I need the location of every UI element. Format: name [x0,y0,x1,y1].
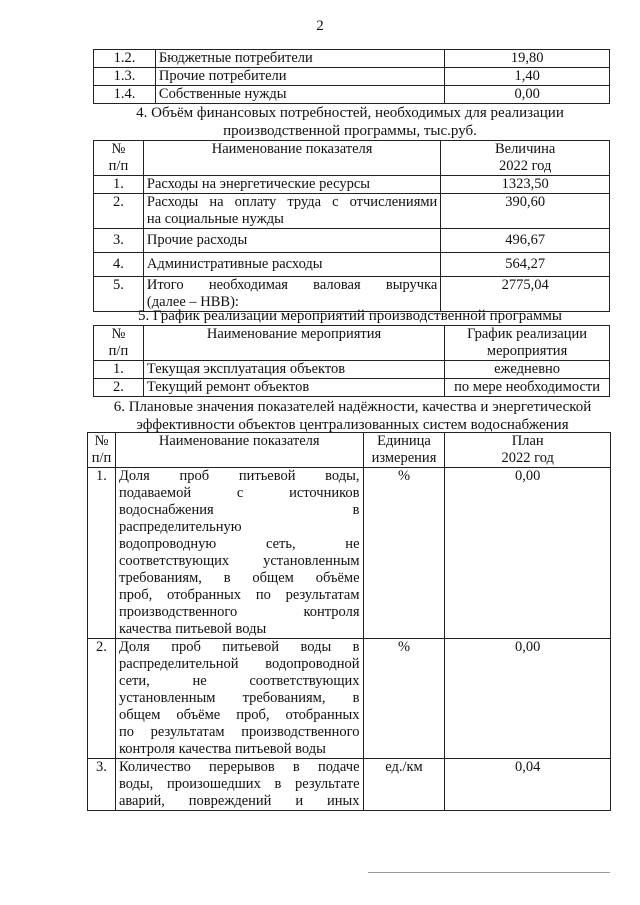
header-name: Наименование показателя [115,433,363,468]
row-number: 1.2. [94,50,156,68]
section4-heading [90,104,610,140]
row-name: Административные расходы [143,253,440,277]
table-header [94,326,610,361]
row-value: 0,00 [445,468,611,639]
page-number: 2 [316,18,324,34]
row-value: 496,67 [441,229,610,253]
table-header [94,141,610,176]
row-name: Доля проб питьевой воды, подаваемой с источников водоснабжения в распределительную водопроводную сеть, не соответствующих установленным требованиям, в общем объёме проб, отобранных по результатам производственного контроля качества питьевой воды [115,468,363,639]
row-name: Текущий ремонт объектов [143,379,444,397]
row-value: 1323,50 [441,176,610,194]
header-number: № п/п [94,326,144,361]
row-name: Количество перерывов в подаче воды, произошедших в результате аварий, повреждений и иных [115,759,363,811]
header-value: Величина 2022 год [441,141,610,176]
section6-heading-line1: 6. Плановые значения показателей надёжности, качества и энергетической [113,399,592,415]
row-value: 564,27 [441,253,610,277]
section6-heading [80,398,625,434]
row-unit: ед./км [363,759,445,811]
footer-rule [368,872,610,873]
row-name: Итого необходимая валовая выручка (далее – НВВ): [143,277,440,312]
table-row [94,50,610,68]
table-row [88,639,611,759]
row-number: 1.4. [94,86,156,104]
row-value: 0,00 [445,639,611,759]
row-name: Прочие расходы [143,229,440,253]
table-consumers [93,49,610,104]
row-number: 2. [94,379,144,397]
row-name: Текущая эксплуатация объектов [143,361,444,379]
row-number: 3. [94,229,144,253]
table-row [94,253,610,277]
row-value: 1,40 [445,68,610,86]
row-number: 5. [94,277,144,312]
table-row [88,468,611,639]
table-row [94,361,610,379]
row-number: 1.3. [94,68,156,86]
row-value: 390,60 [441,194,610,229]
table-financial-needs [93,140,610,312]
row-value: 0,04 [445,759,611,811]
section5-heading: 5. График реализации мероприятий производственной программы [138,308,562,324]
table-row [94,176,610,194]
table-row [94,68,610,86]
header-unit: Единица измерения [363,433,445,468]
row-number: 1. [94,176,144,194]
section4-heading-line1: 4. Объём финансовых потребностей, необходимых для реализации [136,105,564,121]
row-name: Бюджетные потребители [155,50,444,68]
row-value: 0,00 [445,86,610,104]
header-number: № п/п [88,433,116,468]
header-name: Наименование показателя [143,141,440,176]
table-row [88,759,611,811]
table-schedule [93,325,610,397]
row-schedule: ежедневно [445,361,610,379]
header-number: № п/п [94,141,144,176]
table-row [94,86,610,104]
table-header [88,433,611,468]
header-name: Наименование мероприятия [143,326,444,361]
row-name: Доля проб питьевой воды в распределительной водопроводной сети, не соответствующих установленным требованиям, в общем объёме проб, отобранных по результатам производственного контроля качества питьевой воды [115,639,363,759]
header-plan: План 2022 год [445,433,611,468]
table-row [94,194,610,229]
row-number: 1. [94,361,144,379]
row-name: Прочие потребители [155,68,444,86]
table-indicators [87,432,611,811]
row-value: 2775,04 [441,277,610,312]
row-name: Расходы на оплату труда с отчислениями на социальные нужды [143,194,440,229]
row-number: 4. [94,253,144,277]
table-row [94,229,610,253]
row-name: Расходы на энергетические ресурсы [143,176,440,194]
row-value: 19,80 [445,50,610,68]
row-number: 3. [88,759,116,811]
table-row [94,379,610,397]
section4-heading-line2: производственной программы, тыс.руб. [223,123,477,139]
section6-heading-line2: эффективности объектов централизованных систем водоснабжения [136,417,569,433]
row-schedule: по мере необходимости [445,379,610,397]
row-name: Собственные нужды [155,86,444,104]
row-number: 2. [94,194,144,229]
row-number: 1. [88,468,116,639]
row-unit: % [363,468,445,639]
row-number: 2. [88,639,116,759]
row-unit: % [363,639,445,759]
header-schedule: График реализации мероприятия [445,326,610,361]
